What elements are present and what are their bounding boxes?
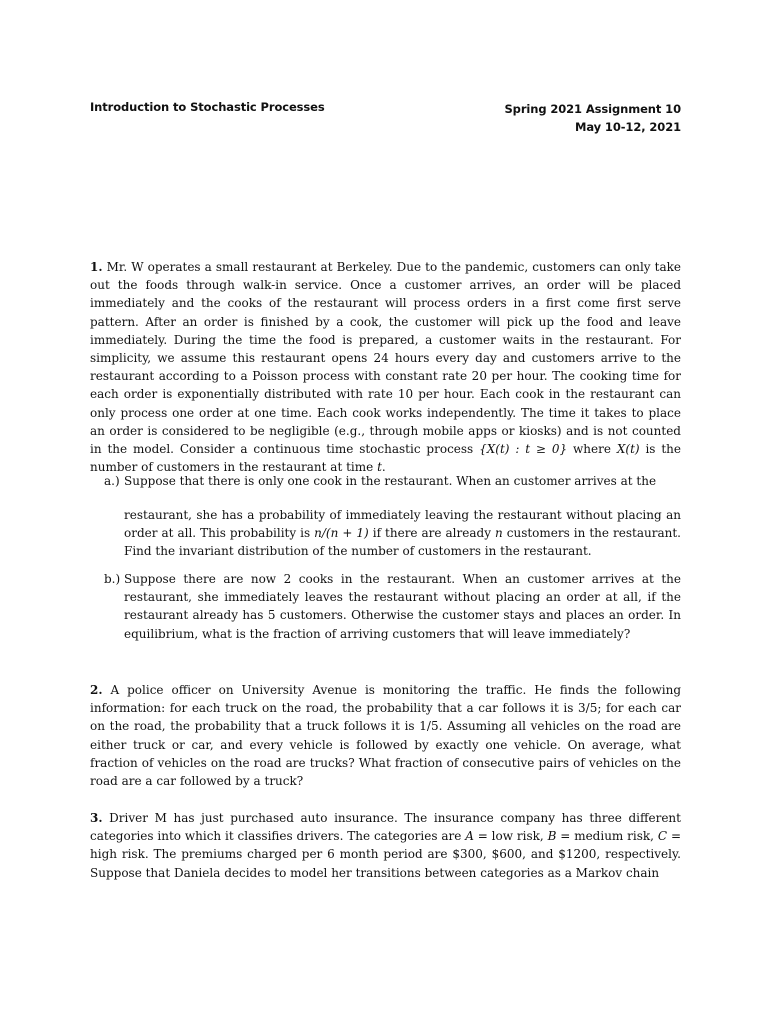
problem-text: A police officer on University Avenue is monitoring the traffic. He finds the following information: for each truck on the road, the probability that a car follows it is 3/5; for each car on the road, the probability that a truck follows it is 1/5. Assuming all vehicles on the road are either truck or car, and every vehicle is followed by exactly one vehicle. On average, what fraction of vehicles on the road are trucks? What fraction of consecutive pairs of vehicles on the road are a car followed by a truck? [90, 683, 681, 789]
math-category-b: B [547, 829, 557, 844]
problem-number: 2. [90, 683, 103, 697]
problem-text-cont: is the number of customers in the restaurant at time [90, 442, 681, 475]
math-process: {X(t) : t ≥ 0} [479, 442, 568, 457]
assignment-header [505, 100, 682, 136]
math-t: t [377, 460, 382, 475]
problem-number: 3. [90, 811, 103, 825]
course-title: Introduction to Stochastic Processes [90, 100, 325, 114]
problem-text-cont: where [573, 442, 611, 457]
math-category-a: A [465, 829, 474, 844]
part-a-first-line: Suppose that there is only one cook in the restaurant. When an customer arrives at the [124, 474, 657, 488]
part-label: b.) [104, 572, 121, 586]
math-n: n [495, 526, 503, 541]
problem-3: 3. Driver M has just purchased auto insurance. The insurance company has three different categories into which it classifies drivers. The categories are A = low risk, B = medium risk, C = high risk. The premiums charged per 6 month period are $300, $600, and $1200, respectively. Suppose that Daniela decides to model her transitions between categories as a Markov chain [90, 811, 681, 880]
math-x-of-t: X(t) [616, 442, 640, 457]
due-date: May 10-12, 2021 [574, 120, 681, 134]
problem-text: Mr. W operates a small restaurant at Berkeley. Due to the pandemic, customers can only take out the foods through walk-in service. Once a customer arrives, an order will be placed immediately and the cooks of the restaurant will process orders in a first come first serve pattern. After an order is finished by a cook, the customer will pick up the food and leave immediately. During the time the food is prepared, a customer waits in the restaurant. For simplicity, we assume this restaurant opens 24 hours every day and customers arrive to the restaurant according to a Poisson process with constant rate 20 per hour. The cooking time for each order is exponentially distributed with rate 10 per hour. Each cook in the restaurant can only process one order at one time. Each cook works independently. The time it takes to place an order is considered to be negligible (e.g., through mobile apps or kiosks) and is not counted in the model. Consider a continuous time stochastic process [90, 260, 681, 457]
math-category-c: C [657, 829, 668, 844]
term-assignment: Spring 2021 Assignment 10 [504, 102, 681, 116]
math-probability: n/(n + 1) [314, 526, 369, 541]
problem-number: 1. [90, 260, 103, 274]
part-label: a.) [104, 474, 120, 488]
problem-1: 1. Mr. W operates a small restaurant at Berkeley. Due to the pandemic, customers can only take out the foods through walk-in service. Once a customer arrives, an order will be placed immediately and the cooks of the restaurant will process orders in a first come first serve pattern. After an order is finished by a cook, the customer will pick up the food and leave immediately. During the time the food is prepared, a customer waits in the restaurant. For simplicity, we assume this restaurant opens 24 hours every day and customers arrive to the restaurant according to a Poisson process with constant rate 20 per hour. The cooking time for each order is exponentially distributed with rate 10 per hour. Each cook in the restaurant can only process one order at one time. Each cook works independently. The time it takes to place an order is considered to be negligible (e.g., through mobile apps or kiosks) and is not counted in the model. Consider a continuous time stochastic process {X(t) : t ≥ 0} where X(t) is the number of customers in the restaurant at time t. [90, 260, 681, 475]
problem-2 [90, 681, 681, 790]
part-a-body: restaurant, she has a probability of immediately leaving the restaurant without placing an order at all. This probability is n/(n + 1) if there are already n customers in the restaurant. Find the invariant distribution of the number of customers in the restaurant. [124, 508, 681, 559]
part-b-body: Suppose there are now 2 cooks in the restaurant. When an customer arrives at the restaurant, she immediately leaves the restaurant without placing an order at all, if the restaurant already has 5 customers. Otherwise the customer stays and places an order. In equilibrium, what is the fraction of arriving customers that will leave immediately? [124, 572, 681, 641]
